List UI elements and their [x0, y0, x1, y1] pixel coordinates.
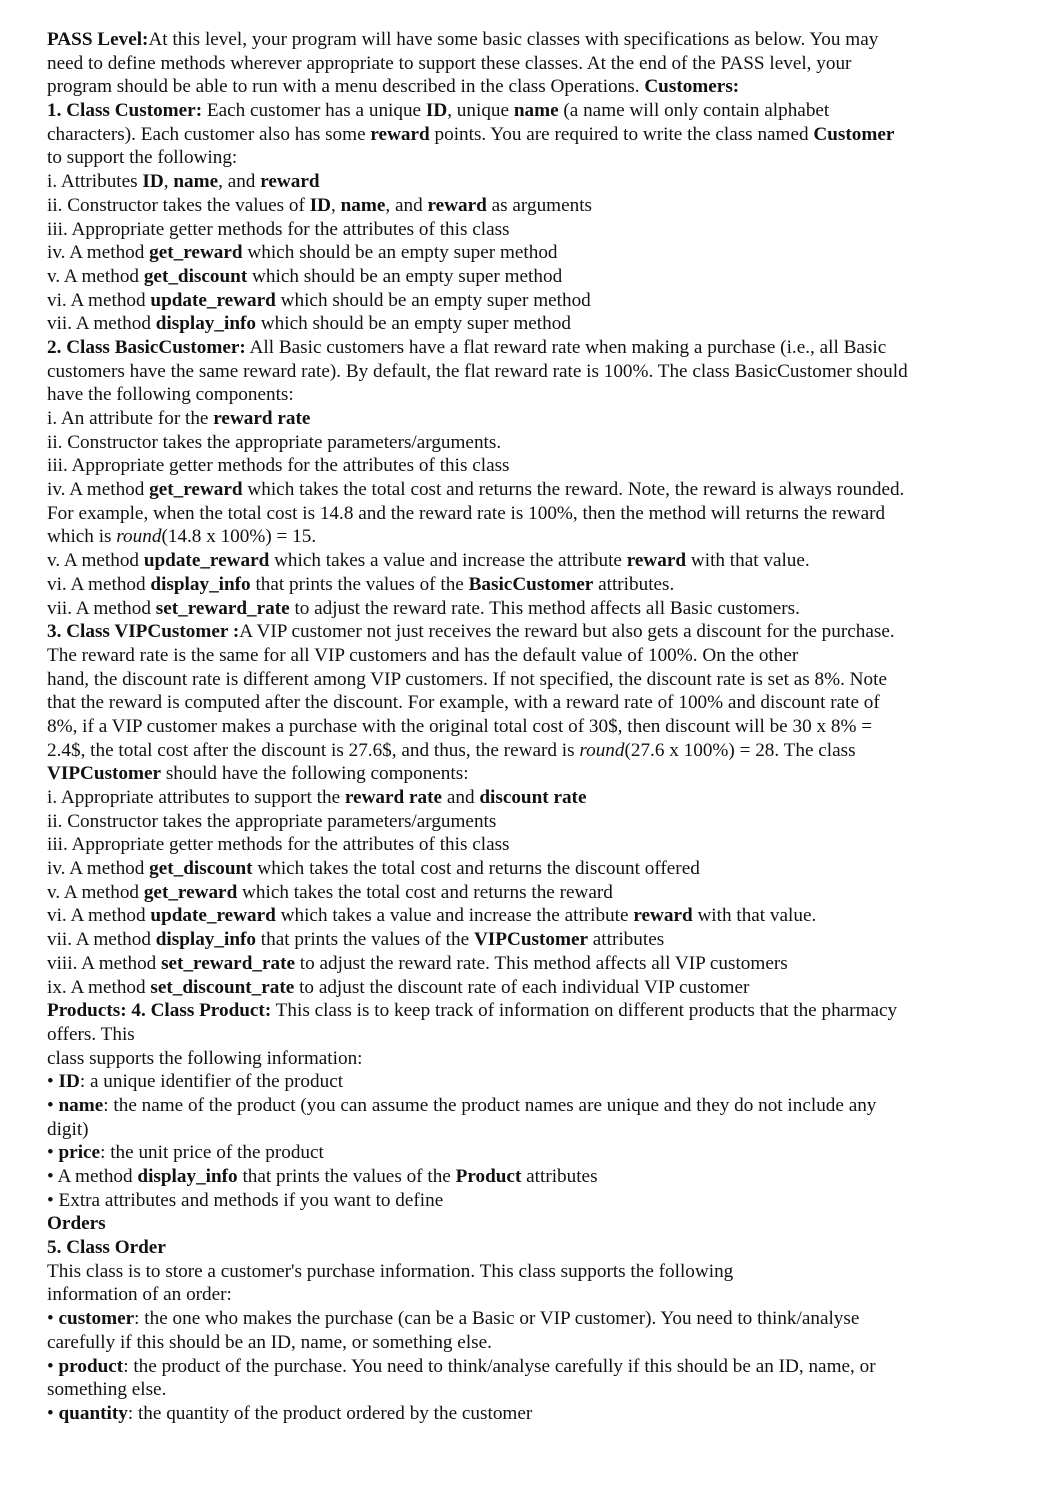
bold-text: get_discount — [149, 858, 253, 880]
bold-text: ID — [142, 171, 164, 193]
text-run: 2.4$, the total cost after the discount is 27.6$, and thus, the reward is — [47, 739, 580, 761]
text-line — [47, 999, 1037, 1023]
bold-text: Product — [455, 1166, 522, 1187]
bold-text: reward — [626, 550, 687, 572]
bold-text: ID — [425, 100, 448, 122]
text-run: • — [47, 1071, 59, 1093]
text-line — [47, 265, 1037, 289]
bold-text: 1. Class Customer: — [47, 100, 203, 122]
bold-text: reward — [633, 905, 693, 927]
text-run: v. A method — [47, 550, 144, 572]
text-line — [47, 1355, 1037, 1379]
text-line — [47, 360, 1037, 384]
text-line — [47, 573, 1037, 597]
text-run: i. Attributes — [47, 171, 143, 193]
text-run: program should be able to run with a menu described in the class Operations. — [47, 76, 645, 98]
text-run: to adjust the reward rate. This method affects all VIP customers — [294, 952, 788, 974]
bold-text: PASS Level: — [47, 29, 149, 50]
text-run: • — [47, 1402, 59, 1424]
text-run: ii. Constructor takes the appropriate parameters/arguments. — [47, 431, 502, 453]
text-run: A VIP customer not just receives the reward but also gets a discount for the purchase. — [239, 621, 895, 643]
text-run: vi. A method — [47, 289, 151, 311]
bold-text: display_info — [150, 573, 251, 595]
text-run: that the reward is computed after the discount. For example, with a reward rate of 100% and discount rate of — [47, 692, 880, 714]
text-line — [47, 857, 1037, 881]
text-run: : the unit price of the product — [100, 1142, 324, 1164]
text-run: (27.6 x 100%) = 28. The class — [624, 739, 856, 761]
text-run: to support the following: — [47, 147, 238, 169]
bold-text: name — [173, 171, 219, 193]
text-line — [47, 1307, 1037, 1331]
text-line — [47, 1212, 1037, 1236]
text-line — [47, 123, 1037, 147]
text-run: , — [163, 171, 174, 193]
text-line — [47, 881, 1037, 905]
text-run: customers have the same reward rate). By default, the flat reward rate is 100%. The class BasicCustomer should — [47, 360, 908, 382]
text-run: The reward rate is the same for all VIP customers and has the default value of 100%. On the other — [47, 644, 799, 666]
bold-text: set_reward_rate — [155, 597, 290, 619]
text-line — [47, 218, 1037, 242]
text-run: : the name of the product (you can assume the product names are unique and they do not include any — [103, 1094, 877, 1116]
bold-text: product — [58, 1355, 124, 1377]
text-line — [47, 146, 1037, 170]
text-run: ii. Constructor takes the appropriate parameters/arguments — [47, 810, 497, 832]
text-line — [47, 691, 1037, 715]
text-run: attributes — [521, 1166, 598, 1187]
bold-text: ID — [309, 194, 332, 216]
text-line — [47, 1378, 1037, 1402]
text-run: • — [47, 1094, 59, 1116]
bold-text: customer — [58, 1308, 135, 1330]
text-line — [47, 1331, 1037, 1355]
text-run: to adjust the reward rate. This method affects all Basic customers. — [289, 597, 800, 619]
text-run: which should be an empty super method — [255, 313, 571, 335]
bold-text: Customers: — [644, 76, 740, 98]
text-run: with that value. — [686, 550, 810, 572]
bold-text: 5. Class Order — [47, 1237, 166, 1259]
text-run: vii. A method — [47, 597, 156, 619]
text-run: For example, when the total cost is 14.8 and the reward rate is 100%, then the method will returns the reward — [47, 502, 886, 524]
text-run: information of an order: — [47, 1284, 232, 1306]
text-run: , and — [385, 194, 428, 216]
text-line — [47, 1283, 1037, 1307]
text-run: : the one who makes the purchase (can be a Basic or VIP customer). You need to think/analyse — [134, 1308, 860, 1330]
text-run: This class is to store a customer's purchase information. This class supports the following — [47, 1260, 734, 1282]
text-run: iv. A method — [47, 858, 150, 880]
text-line — [47, 952, 1037, 976]
text-line — [47, 786, 1037, 810]
bold-text: update_reward — [143, 550, 270, 572]
bold-text: display_info — [137, 1166, 238, 1187]
text-run: which takes a value and increase the attribute — [269, 550, 627, 572]
text-run: • — [47, 1142, 59, 1164]
text-line — [47, 620, 1037, 644]
text-line — [47, 762, 1037, 786]
text-run: 8%, if a VIP customer makes a purchase with the original total cost of 30$, then discount will be 30 x 8% = — [47, 715, 873, 737]
bold-text: set_reward_rate — [161, 952, 295, 974]
text-line — [47, 928, 1037, 952]
text-line — [47, 976, 1037, 1000]
text-line — [47, 525, 1037, 549]
text-line — [47, 1141, 1037, 1165]
text-run: All Basic customers have a flat reward rate when making a purchase (i.e., all Basic — [245, 336, 887, 358]
text-run: • A method — [47, 1166, 138, 1187]
text-run: characters). Each customer also has some — [47, 123, 371, 145]
text-line — [47, 52, 1037, 76]
text-line — [47, 170, 1037, 194]
bold-text: name — [513, 100, 559, 122]
text-run: iv. A method — [47, 242, 150, 264]
bold-text: display_info — [155, 313, 256, 335]
text-line — [47, 383, 1037, 407]
text-line — [47, 99, 1037, 123]
text-run: attributes — [587, 929, 665, 951]
text-line — [47, 431, 1037, 455]
text-run: have the following components: — [47, 384, 294, 406]
bold-text: ID — [58, 1071, 80, 1093]
text-line — [47, 1118, 1037, 1142]
bold-text: 3. Class VIPCustomer : — [47, 621, 240, 643]
bold-text: Products: 4. Class Product: — [47, 1000, 272, 1022]
text-run: class supports the following information: — [47, 1047, 363, 1069]
text-line — [47, 1402, 1037, 1426]
text-run: something else. — [47, 1379, 167, 1401]
text-line — [47, 1070, 1037, 1094]
text-run: , and — [218, 171, 261, 193]
text-line — [47, 478, 1037, 502]
text-run: which takes the total cost and returns the reward — [237, 881, 613, 903]
text-run: digit) — [47, 1118, 89, 1140]
bold-text: discount rate — [479, 787, 587, 808]
text-run: and — [442, 787, 480, 808]
text-run: : a unique identifier of the product — [79, 1071, 344, 1093]
text-run: vi. A method — [47, 573, 151, 595]
text-line — [47, 454, 1037, 478]
text-line — [47, 644, 1037, 668]
text-line — [47, 75, 1037, 99]
bold-text: display_info — [155, 929, 256, 951]
bold-text: reward — [370, 123, 430, 145]
text-run: v. A method — [47, 881, 144, 903]
text-run: which should be an empty super method — [275, 289, 591, 311]
bold-text: VIPCustomer — [473, 929, 588, 951]
text-line — [47, 1023, 1037, 1047]
text-run: with that value. — [692, 905, 817, 927]
bold-text: Customer — [813, 123, 895, 145]
bold-text: update_reward — [150, 905, 276, 927]
text-run: need to define methods wherever appropriate to support these classes. At the end of the PASS level, your — [47, 52, 852, 74]
text-line — [47, 241, 1037, 265]
text-line — [47, 904, 1037, 928]
bold-text: price — [58, 1142, 101, 1164]
text-run: : the product of the purchase. You need to think/analyse carefully if this should be an ID, name, or — [123, 1355, 876, 1377]
text-line — [47, 336, 1037, 360]
text-run: iii. Appropriate getter methods for the attributes of this class — [47, 455, 510, 477]
text-run: vii. A method — [47, 313, 156, 335]
bold-text: get_reward — [149, 479, 243, 501]
bold-text: name — [340, 194, 386, 216]
text-run: iii. Appropriate getter methods for the attributes of this class — [47, 218, 510, 240]
text-run: : the quantity of the product ordered by the customer — [127, 1402, 533, 1424]
text-run: , unique — [447, 100, 514, 122]
text-run: which should be an empty super method — [242, 242, 558, 264]
text-line — [47, 549, 1037, 573]
text-line — [47, 194, 1037, 218]
text-run: (14.8 x 100%) = 15. — [161, 526, 317, 548]
text-line — [47, 739, 1037, 763]
text-line — [47, 810, 1037, 834]
text-line — [47, 597, 1037, 621]
text-line — [47, 1260, 1037, 1284]
bold-text: quantity — [58, 1402, 128, 1424]
bold-text: get_reward — [143, 881, 238, 903]
text-run: • — [47, 1355, 59, 1377]
text-run: which takes the total cost and returns the discount offered — [252, 858, 700, 880]
text-line — [47, 289, 1037, 313]
text-run: points. You are required to write the class named — [429, 123, 814, 145]
text-run: which should be an empty super method — [247, 265, 563, 287]
text-run: attributes. — [593, 573, 675, 595]
text-run: ix. A method — [47, 976, 151, 998]
text-line — [47, 1189, 1037, 1213]
bold-text: get_reward — [149, 242, 243, 264]
text-run: which takes a value and increase the attribute — [275, 905, 634, 927]
bold-text: reward rate — [213, 408, 311, 429]
text-run: At this level, your program will have some basic classes with specifications as below. You may — [148, 29, 879, 50]
bold-text: reward rate — [344, 787, 443, 808]
bold-text: name — [58, 1094, 104, 1116]
text-run: • — [47, 1308, 59, 1330]
text-line — [47, 312, 1037, 336]
text-run: v. A method — [47, 265, 144, 287]
text-run: that prints the values of the — [237, 1166, 456, 1187]
text-run: i. Appropriate attributes to support the — [47, 787, 345, 808]
bold-text: update_reward — [150, 289, 276, 311]
text-line — [47, 28, 1037, 52]
bold-text: set_discount_rate — [150, 976, 295, 998]
text-line — [47, 502, 1037, 526]
text-run: that prints the values of the — [255, 929, 474, 951]
text-run: vii. A method — [47, 929, 156, 951]
text-run: ii. Constructor takes the values of — [47, 194, 310, 216]
text-run: which takes the total cost and returns the reward. Note, the reward is always rounded. — [242, 479, 905, 501]
text-run: that prints the values of the — [250, 573, 469, 595]
text-run: , — [331, 194, 341, 216]
text-run: Each customer has a unique — [202, 100, 426, 122]
text-run: viii. A method — [47, 952, 162, 974]
text-line — [47, 407, 1037, 431]
text-line — [47, 833, 1037, 857]
text-line — [47, 1236, 1037, 1260]
bold-text: reward — [427, 194, 487, 216]
bold-text: get_discount — [143, 265, 248, 287]
text-line — [47, 1165, 1037, 1189]
text-run: (a name will only contain alphabet — [558, 100, 830, 122]
text-line — [47, 668, 1037, 692]
document-body — [47, 28, 1037, 1426]
bold-text: 2. Class BasicCustomer: — [47, 336, 246, 358]
text-line — [47, 1094, 1037, 1118]
text-run: vi. A method — [47, 905, 151, 927]
text-run: hand, the discount rate is different among VIP customers. If not specified, the discount rate is set as 8%. Note — [47, 668, 887, 690]
text-run: This class is to keep track of information on different products that the pharmacy — [271, 1000, 898, 1022]
text-line — [47, 715, 1037, 739]
text-run: offers. This — [47, 1023, 135, 1045]
bold-text: Orders — [47, 1213, 106, 1235]
bold-text: reward — [260, 171, 320, 193]
text-line — [47, 1047, 1037, 1071]
text-run: which is — [47, 526, 117, 548]
text-run: as arguments — [486, 194, 593, 216]
text-run: to adjust the discount rate of each individual VIP customer — [294, 976, 750, 998]
text-run: iv. A method — [47, 479, 150, 501]
text-run: carefully if this should be an ID, name, or something else. — [47, 1331, 492, 1353]
italic-text: round — [579, 739, 625, 761]
text-run: i. An attribute for the — [47, 408, 214, 429]
text-run: • Extra attributes and methods if you want to define — [47, 1189, 444, 1211]
italic-text: round — [116, 526, 162, 548]
bold-text: BasicCustomer — [468, 573, 594, 595]
text-run: should have the following components: — [161, 763, 469, 785]
text-run: iii. Appropriate getter methods for the attributes of this class — [47, 834, 510, 856]
bold-text: VIPCustomer — [47, 763, 162, 785]
